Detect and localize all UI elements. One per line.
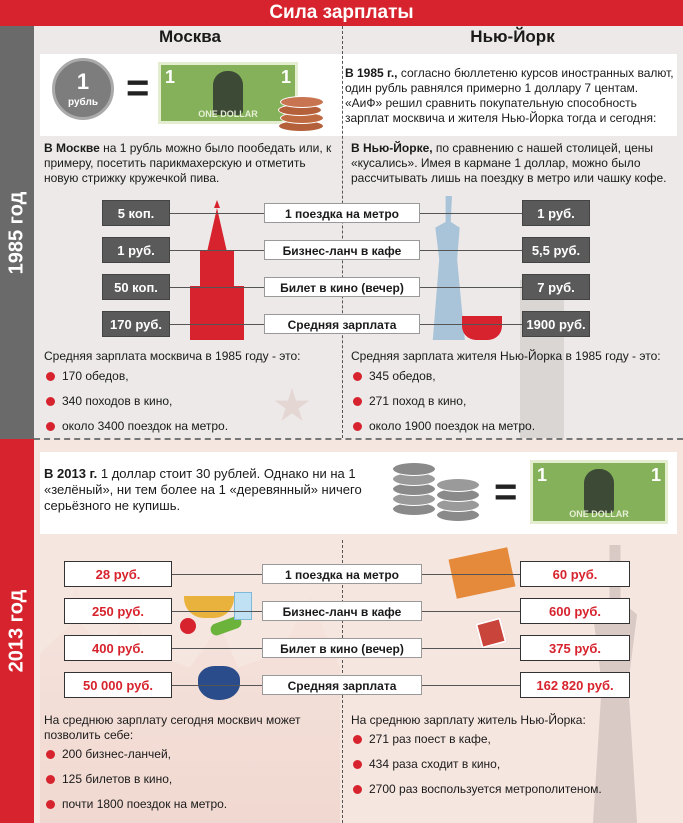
year-label-2013: 2013 год	[5, 589, 28, 673]
bill-value-right: 1	[650, 465, 661, 485]
column-head-newyork: Нью-Йорк	[470, 27, 555, 46]
moscow-salary-2013-head: На среднюю зарплату сегодня москвич может позволить себе:	[44, 713, 301, 742]
year-label-1985: 1985 год	[5, 191, 28, 274]
list-item: 271 раз поест в кафе,	[347, 727, 677, 752]
item-label: Бизнес-ланч в кафе	[262, 601, 422, 621]
list-item: 345 обедов,	[347, 364, 667, 389]
ny-1985-bold: В Нью-Йорке,	[351, 141, 433, 155]
coin-stack-icon	[278, 92, 326, 132]
list-item: 271 поход в кино,	[347, 389, 667, 414]
purse-icon	[198, 666, 240, 700]
item-label: Средняя зарплата	[264, 314, 420, 334]
dollar-bill-icon-2013	[530, 460, 668, 524]
list-item: 434 раза сходит в кино,	[347, 752, 677, 777]
list-item: почти 1800 поездок на метро.	[40, 792, 340, 817]
price-moscow: 50 коп.	[102, 274, 170, 300]
ruble-coin-icon	[52, 58, 114, 120]
year-band-1985	[0, 26, 34, 439]
coin-value: 1	[76, 69, 90, 94]
moscow-salary-1985-list	[40, 364, 340, 439]
equals-sign-2013: =	[494, 470, 518, 514]
equals-sign: =	[126, 66, 150, 110]
item-label: Билет в кино (вечер)	[264, 277, 420, 297]
list-item: 170 обедов,	[40, 364, 340, 389]
price-moscow: 28 руб.	[64, 561, 172, 587]
dollar-bill-icon	[158, 62, 298, 124]
intro-1985-text: согласно бюллетеню курсов иностранных валют, один рубль равнялся примерно 1 доллару 7 центам. «АиФ» решил сравнить покупательную способность зарплат москвича и жителя Нью-Йорка тогда и сегодня:	[345, 66, 674, 125]
bill-value: 1	[537, 465, 548, 485]
bill-label: ONE DOLLAR	[198, 109, 258, 119]
bill-value-right: 1	[280, 67, 291, 87]
moscow-salary-1985-head: Средняя зарплата москвича в 1985 году - это:	[44, 349, 301, 363]
ny-salary-2013-list	[347, 727, 677, 802]
intro-2013-bold: В 2013 г.	[44, 466, 98, 481]
coin-pile-icon	[392, 456, 484, 528]
coffee-cup-icon	[462, 316, 502, 340]
list-item: 2700 раз воспользуется метрополитеном.	[347, 777, 677, 802]
item-label: Средняя зарплата	[262, 675, 422, 695]
moscow-1985-body: на 1 рубль можно было пообедать или, к примеру, посетить парикмахерскую и отметить новую стрижку кружечкой пива.	[44, 141, 332, 185]
ny-1985-body: по сравнению с нашей столицей, цены «кусались». Имея в кармане 1 доллар, можно было рассчитывать лишь на поездку в метро или чашку кофе.	[351, 141, 667, 185]
year-band-2013	[0, 439, 34, 823]
list-item: 340 походов в кино,	[40, 389, 340, 414]
column-head-moscow: Москва	[159, 27, 221, 46]
price-newyork: 600 руб.	[520, 598, 630, 624]
ny-salary-1985-list	[347, 364, 667, 439]
price-moscow: 400 руб.	[64, 635, 172, 661]
intro-2013	[44, 466, 380, 514]
price-moscow: 250 руб.	[64, 598, 172, 624]
list-item: 200 бизнес-ланчей,	[40, 742, 340, 767]
list-item: около 3400 поездок на метро.	[40, 414, 340, 439]
moscow-salary-2013-list	[40, 742, 340, 817]
price-moscow: 1 руб.	[102, 237, 170, 263]
portrait-icon	[584, 469, 614, 513]
bill-label: ONE DOLLAR	[569, 509, 629, 519]
item-label: 1 поездка на метро	[264, 203, 420, 223]
item-label: Бизнес-ланч в кафе	[264, 240, 420, 260]
intro-2013-text: 1 доллар стоит 30 рублей. Однако ни на 1 «зелёный», ни тем более на 1 «деревянный» ничего серьёзного не купишь.	[44, 466, 362, 513]
price-newyork: 1900 руб.	[522, 311, 590, 337]
ny-salary-2013-head: На среднюю зарплату житель Нью-Йорка:	[351, 713, 586, 727]
divider-1985	[342, 26, 343, 438]
glass-icon	[234, 592, 252, 620]
list-item: 125 билетов в кино,	[40, 767, 340, 792]
intro-1985	[345, 66, 675, 126]
price-newyork: 162 820 руб.	[520, 672, 630, 698]
price-moscow: 50 000 руб.	[64, 672, 172, 698]
kremlin-tower-icon	[186, 200, 248, 340]
price-moscow: 170 руб.	[102, 311, 170, 337]
intro-1985-bold: В 1985 г.,	[345, 66, 398, 80]
price-newyork: 5,5 руб.	[522, 237, 590, 263]
price-newyork: 7 руб.	[522, 274, 590, 300]
moscow-1985-bold: В Москве	[44, 141, 100, 155]
moscow-1985-text	[44, 141, 339, 186]
item-label: 1 поездка на метро	[262, 564, 422, 584]
price-newyork: 375 руб.	[520, 635, 630, 661]
page-title: Сила зарплаты	[0, 0, 683, 26]
tomato-icon	[180, 618, 196, 634]
coin-unit: рубль	[68, 97, 98, 108]
price-moscow: 5 коп.	[102, 200, 170, 226]
price-newyork: 1 руб.	[522, 200, 590, 226]
list-item: около 1900 поездок на метро.	[347, 414, 667, 439]
bill-value: 1	[165, 67, 176, 87]
item-label: Билет в кино (вечер)	[262, 638, 422, 658]
price-newyork: 60 руб.	[520, 561, 630, 587]
ny-salary-1985-head: Средняя зарплата жителя Нью-Йорка в 1985 году - это:	[351, 349, 661, 363]
ny-1985-text	[351, 141, 676, 186]
portrait-icon	[213, 71, 243, 115]
